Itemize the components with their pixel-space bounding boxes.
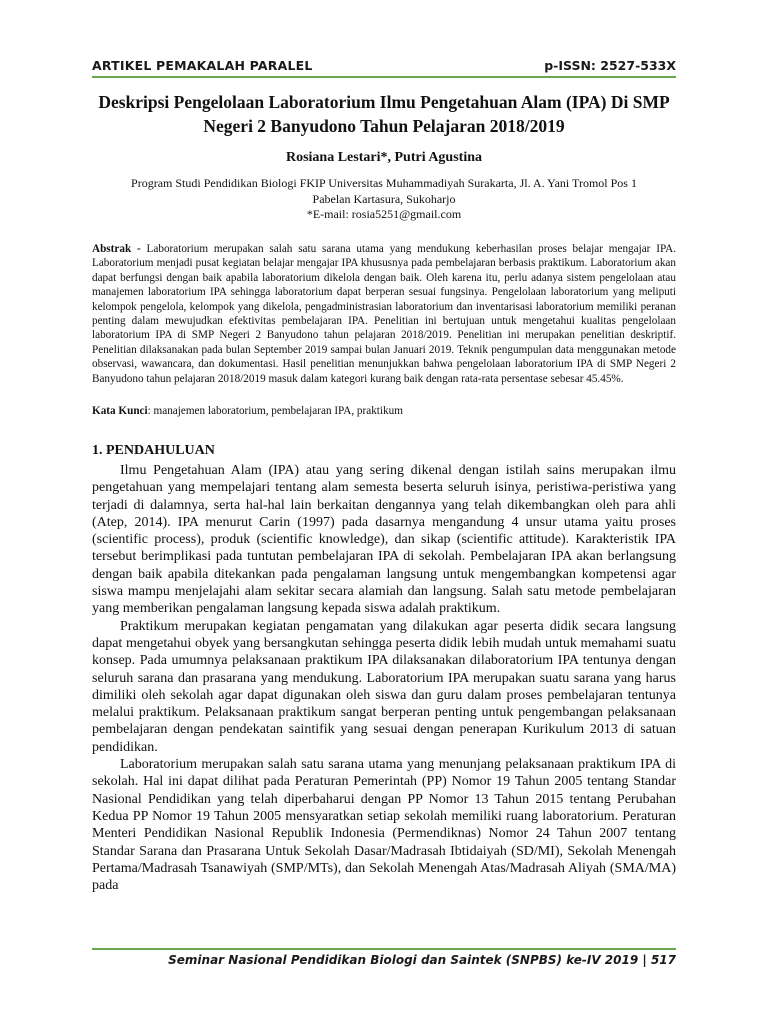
paper-title: Deskripsi Pengelolaan Laboratorium Ilmu Pengetahuan Alam (IPA) Di SMP Negeri 2 Banyudono Tahun Pelajaran 2018/2019 <box>98 92 670 136</box>
keywords-label: Kata Kunci <box>92 405 148 417</box>
header-issn: p-ISSN: 2527-533X <box>544 58 676 73</box>
body-text <box>92 462 676 894</box>
header-article-type: ARTIKEL PEMAKALAH PARALEL <box>92 58 313 73</box>
section-heading: 1. PENDAHULUAN <box>92 443 215 458</box>
running-header <box>92 56 676 78</box>
affiliation-line-2: Pabelan Kartasura, Sukoharjo <box>312 191 456 206</box>
affiliation-line-1: Program Studi Pendidikan Biologi FKIP Universitas Muhammadiyah Surakarta, Jl. A. Yani Tromol Pos 1 <box>131 176 637 190</box>
paragraph: Praktikum merupakan kegiatan pengamatan yang dilakukan agar peserta didik secara langsung dapat mengetahui obyek yang bersangkutan sehingga peserta didik lebih mudah untuk memahami suatu konsep. Pada umumnya pelaksanaan praktikum IPA dilaksanakan dilaboratorium IPA tentunya dengan seluruh sarana dan prasarana yang mendukung. Laboratorium IPA merupakan suatu sarana yang harus dimiliki oleh sekolah agar dapat digunakan oleh siswa dan guru dalam proses pembelajaran tentunya melalui praktikum. Pelaksanaan praktikum sangat berperan penting untuk pengembangan pelaksanaan pembelajaran dengan pendekatan saintifik yang sesuai dengan penerapan Kurikulum 2013 di satuan pendidikan. <box>92 618 676 755</box>
affiliation-block <box>92 176 676 223</box>
paper-authors: Rosiana Lestari*, Putri Agustina <box>285 150 482 165</box>
abstract-text: Laboratorium merupakan salah satu sarana utama yang mendukung keberhasilan proses belajar mengajar IPA. Laboratorium menjadi pusat kegiatan belajar mengajar IPA khususnya pada pembelajaran berbasis praktikum. Laboratorium akan dapat berfungsi dengan baik apabila laboratorium dikelola dengan baik. Oleh karena itu, perlu adanya sistem pengelolaan atau manajemen laboratorium IPA sehingga laboratorium dapat berperan sesuai fungsinya. Pengelolaan laboratorium yang meliputi kelompok pengelola, kelompok yang dikelola, pengadministrasian laboratorium dan inventarisasi laboratorium memiliki peranan penting dalam mewujudkan efektivitas pembelajaran IPA. Penelitian ini bertujuan untuk mengetahui kualitas pengelolaan laboratorium IPA di SMP Negeri 2 Banyudono tahun pelajaran 2018/2019. Penelitian ini merupakan penelitian deskriptif. Penelitian dilaksanakan pada bulan September 2019 sampai bulan Januari 2019. Teknik pengumpulan data menggunakan metode observasi, wawancara, dan dokumentasi. Hasil penelitian menunjukkan bahwa pengelolaan laboratorium IPA di SMP Negeri 2 Banyudono tahun pelajaran 2018/2019 masuk dalam kategori kurang baik dengan rata-rata persentase sebesar 45.45%. <box>92 243 677 385</box>
keywords <box>92 404 676 418</box>
paragraph: Laboratorium merupakan salah satu sarana utama yang menunjang pelaksanaan praktikum IPA di sekolah. Hal ini dapat dilihat pada Peraturan Pemerintah (PP) Nomor 19 Tahun 2005 tentang Standar Nasional Pendidikan yang telah diperbaharui dengan PP Nomor 13 Tahun 2015 tentang Perubahan Kedua PP Nomor 19 Tahun 2005 mensyaratkan setiap sekolah memiliki ruang laboratorium. Peraturan Menteri Pendidikan Nasional Republik Indonesia (Permendiknas) Nomor 24 Tahun 2007 tentang Standar Sarana dan Prasarana Untuk Sekolah Dasar/Madrasah Ibtidaiyah (SD/MI), Sekolah Menengah Pertama/Madrasah Tsanawiyah (SMP/MTs), dan Sekolah Menengah Atas/Madrasah Aliyah (SMA/MA) pada <box>92 757 676 894</box>
header-rule <box>92 76 676 78</box>
running-footer: Seminar Nasional Pendidikan Biologi dan Saintek (SNPBS) ke-IV 2019 | 517 <box>168 953 676 967</box>
paragraph: Ilmu Pengetahuan Alam (IPA) atau yang sering dikenal dengan istilah sains merupakan ilmu pengetahuan yang mempelajari tentang alam semesta beserta seluruh isinya, peristiwa-peristiwa yang terjadi di dalamnya, serta hal-hal lain berkaitan dengannya yang telah dikembangkan oleh para ahli (Atep, 2014). IPA menurut Carin (1997) pada dasarnya mengandung 4 unsur utama yaitu proses (scientific process), produk (scientific knowledge), dan sikap (scientific attitude). Karakteristik IPA tersebut berimplikasi pada tuntutan pembelajaran IPA di sekolah. Pembelajaran IPA akan berlangsung dengan baik apabila ditekankan pada pengalaman langsung untuk mengembangkan kompetensi agar siswa mampu menjelajahi alam sekitar secara alamiah dan langsung. Salah satu metode pembelajaran yang memberikan pengalaman langsung kepada siswa adalah praktikum. <box>92 463 676 617</box>
footer-rule <box>92 948 676 950</box>
abstract <box>92 242 676 386</box>
author-email: *E-mail: rosia5251@gmail.com <box>306 207 462 221</box>
keywords-text: : manajemen laboratorium, pembelajaran IPA, praktikum <box>147 405 403 417</box>
abstract-label: Abstrak - <box>92 243 141 255</box>
